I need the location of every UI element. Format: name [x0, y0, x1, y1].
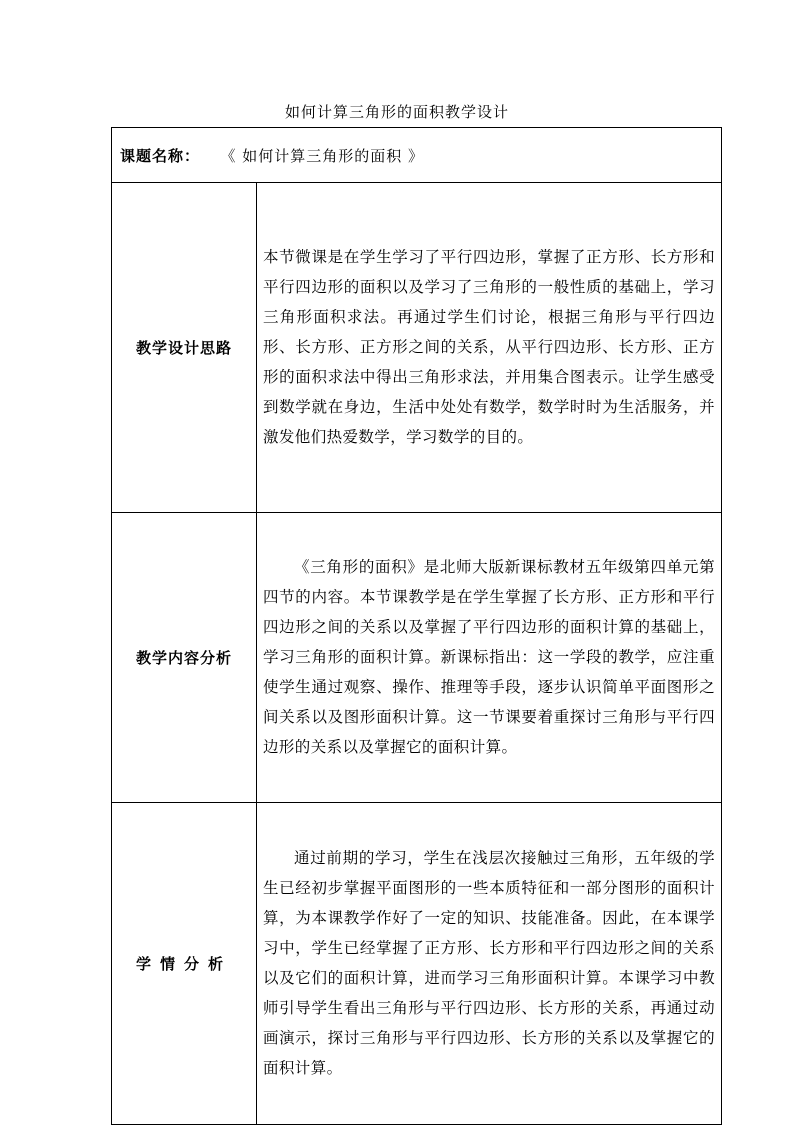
section-text-student-analysis: 通过前期的学习，学生在浅层次接触过三角形，五年级的学生已经初步掌握平面图形的一些本质特征和一部分图形的面积计算，为本课教学作好了一定的知识、技能准备。因此，在本课学习中，学生已经掌握了正方形、长方形和平行四边形之间的关系以及它们的面积计算，进而学习三角形面积计算。本课学习中教师引导学生看出三角形与平行四边形、长方形的关系，再通过动画演示，探讨三角形与平行四边形、长方形的关系以及掌握它的面积计算。	[257, 803, 722, 1125]
table-row	[112, 513, 722, 803]
topic-label: 课题名称：	[120, 146, 201, 165]
section-label-design: 教学设计思路	[112, 183, 257, 513]
section-text-content-analysis: 《三角形的面积》是北师大版新课标教材五年级第四单元第四节的内容。本节课教学是在学生掌握了长方形、正方形和平行四边形之间的关系以及掌握了平行四边形的面积计算的基础上，学习三角形的面积计算。新课标指出：这一学段的教学，应注重使学生通过观察、操作、推理等手段，逐步认识简单平面图形之间关系以及图形面积计算。这一节课要着重探讨三角形与平行四边形的关系以及掌握它的面积计算。	[257, 513, 722, 803]
topic-row	[112, 128, 722, 183]
table-row	[112, 183, 722, 513]
section-text-design: 本节微课是在学生学习了平行四边形，掌握了正方形、长方形和平行四边形的面积以及学习了三角形的一般性质的基础上，学习三角形面积求法。再通过学生们讨论，根据三角形与平行四边形、长方形、正方形之间的关系，从平行四边形、长方形、正方形的面积求法中得出三角形求法，并用集合图表示。让学生感受到数学就在身边，生活中处处有数学，数学时时为生活服务，并激发他们热爱数学，学习数学的目的。	[257, 183, 722, 513]
lesson-design-table	[111, 127, 722, 1125]
topic-value: 《 如何计算三角形的面积 》	[228, 146, 425, 165]
section-label-content-analysis: 教学内容分析	[112, 513, 257, 803]
topic-cell	[112, 128, 722, 183]
table-row	[112, 803, 722, 1125]
section-label-student-analysis: 学情分析	[112, 803, 257, 1125]
document-title: 如何计算三角形的面积教学设计	[284, 103, 509, 121]
